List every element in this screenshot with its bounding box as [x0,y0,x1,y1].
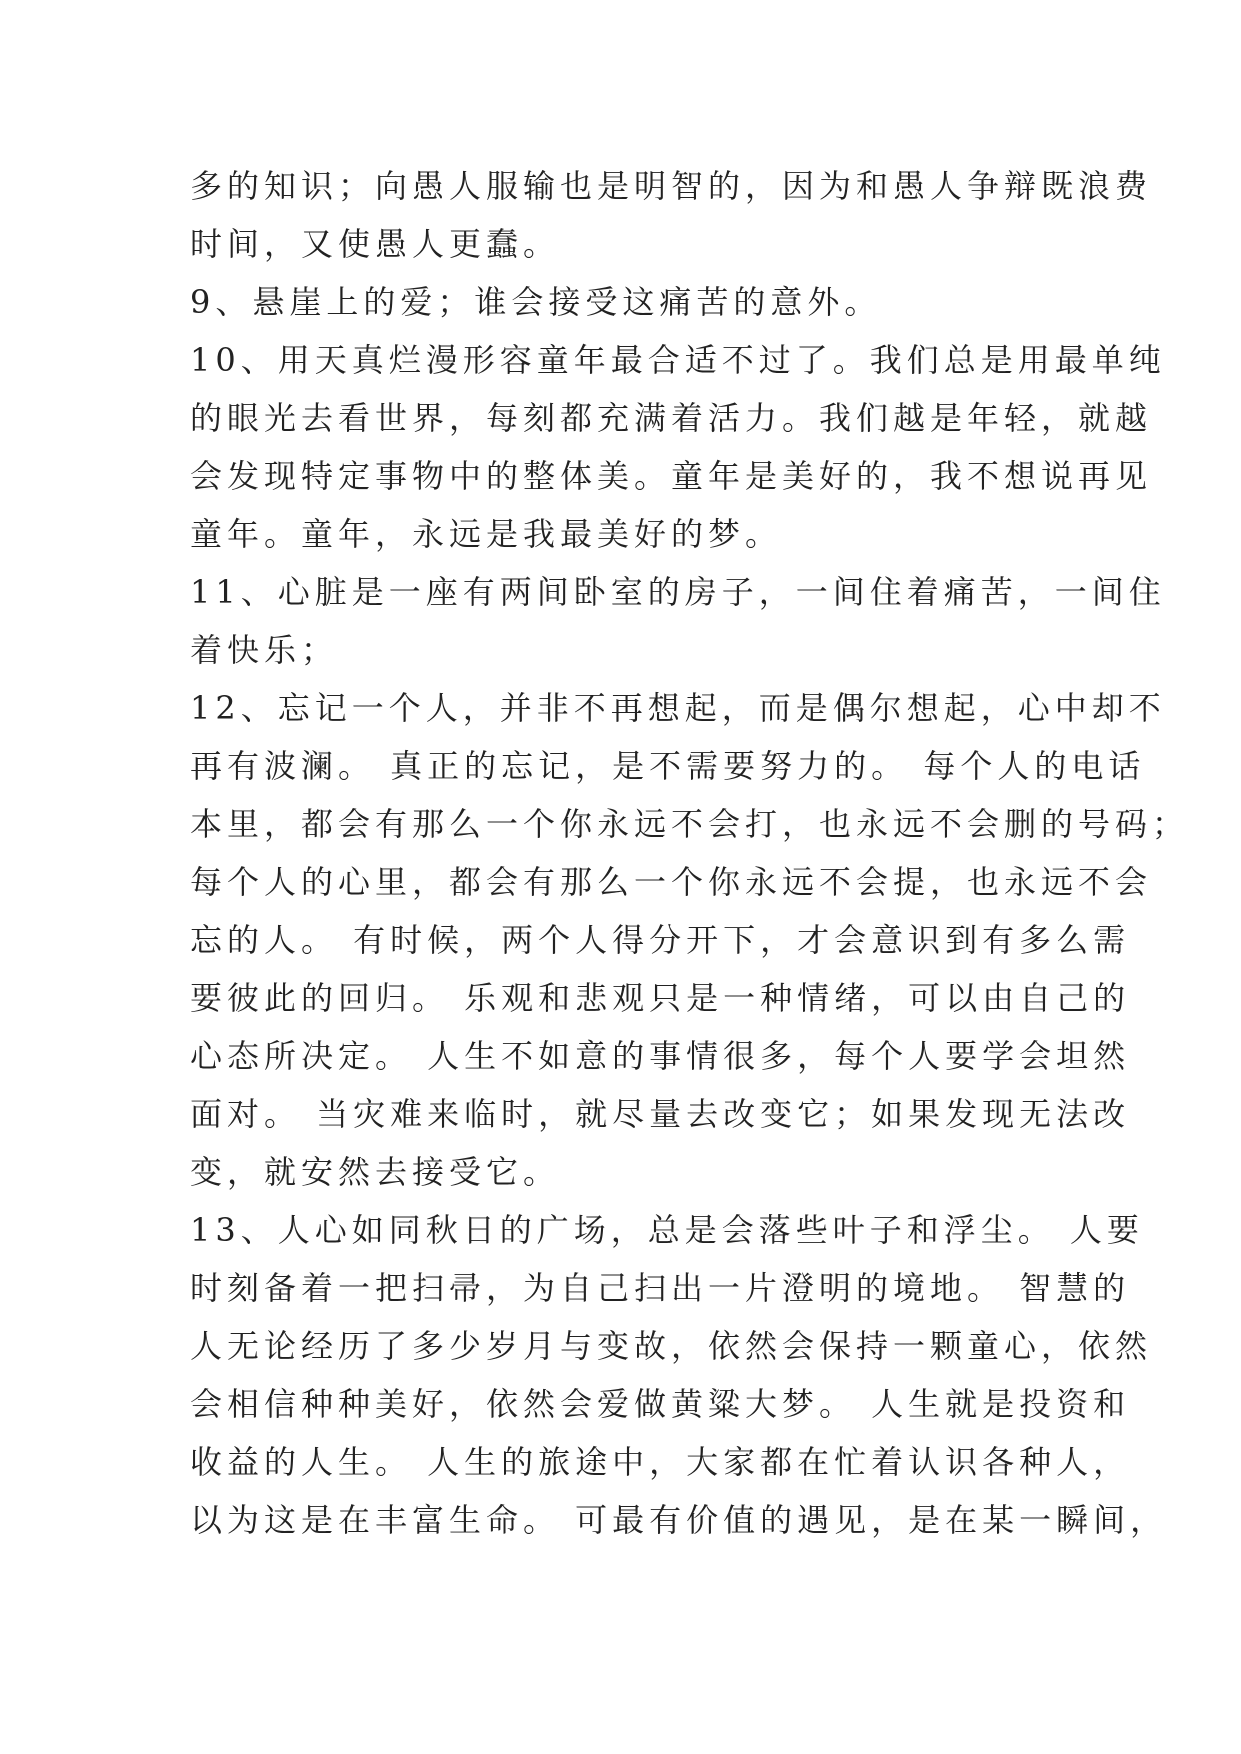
text-line: 10、用天真烂漫形容童年最合适不过了。我们总是用最单纯 [190,341,1166,379]
text-line: 心态所决定。 人生不如意的事情很多，每个人要学会坦然 [190,1037,1131,1075]
text-line: 的眼光去看世界，每刻都充满着活力。我们越是年轻，就越 [190,399,1153,437]
text-line: 9、悬崖上的爱；谁会接受这痛苦的意外。 [190,283,882,321]
document-body [190,157,1190,1549]
text-line: 童年。童年，永远是我最美好的梦。 [190,515,783,553]
text-line: 会相信种种美好，依然会爱做黄粱大梦。 人生就是投资和 [190,1385,1131,1423]
text-line: 变，就安然去接受它。 [190,1153,561,1191]
text-line: 本里，都会有那么一个你永远不会打，也永远不会删的号码； [190,805,1190,843]
text-line: 多的知识；向愚人服输也是明智的，因为和愚人争辩既浪费 [190,167,1153,205]
text-line: 要彼此的回归。 乐观和悲观只是一种情绪，可以由自己的 [190,979,1131,1017]
text-line: 时刻备着一把扫帚，为自己扫出一片澄明的境地。 智慧的 [190,1269,1131,1307]
text-line: 以为这是在丰富生命。 可最有价值的遇见，是在某一瞬间， [190,1501,1168,1539]
text-line: 收益的人生。 人生的旅途中，大家都在忙着认识各种人， [190,1443,1131,1481]
text-line: 再有波澜。 真正的忘记，是不需要努力的。 每个人的电话 [190,747,1146,785]
text-line: 13、人心如同秋日的广场，总是会落些叶子和浮尘。 人要 [190,1211,1144,1249]
text-line: 面对。 当灾难来临时，就尽量去改变它；如果发现无法改 [190,1095,1131,1133]
text-line: 着快乐； [190,631,339,669]
text-line: 忘的人。 有时候，两个人得分开下，才会意识到有多么需 [190,921,1131,959]
text-line: 每个人的心里，都会有那么一个你永远不会提，也永远不会 [190,863,1153,901]
text-line: 会发现特定事物中的整体美。童年是美好的，我不想说再见 [190,457,1153,495]
text-line: 11、心脏是一座有两间卧室的房子，一间住着痛苦，一间住 [190,573,1166,611]
text-line: 时间，又使愚人更蠢。 [190,225,561,263]
text-line: 12、忘记一个人，并非不再想起，而是偶尔想起，心中却不 [190,689,1166,727]
text-line: 人无论经历了多少岁月与变故，依然会保持一颗童心，依然 [190,1327,1153,1365]
